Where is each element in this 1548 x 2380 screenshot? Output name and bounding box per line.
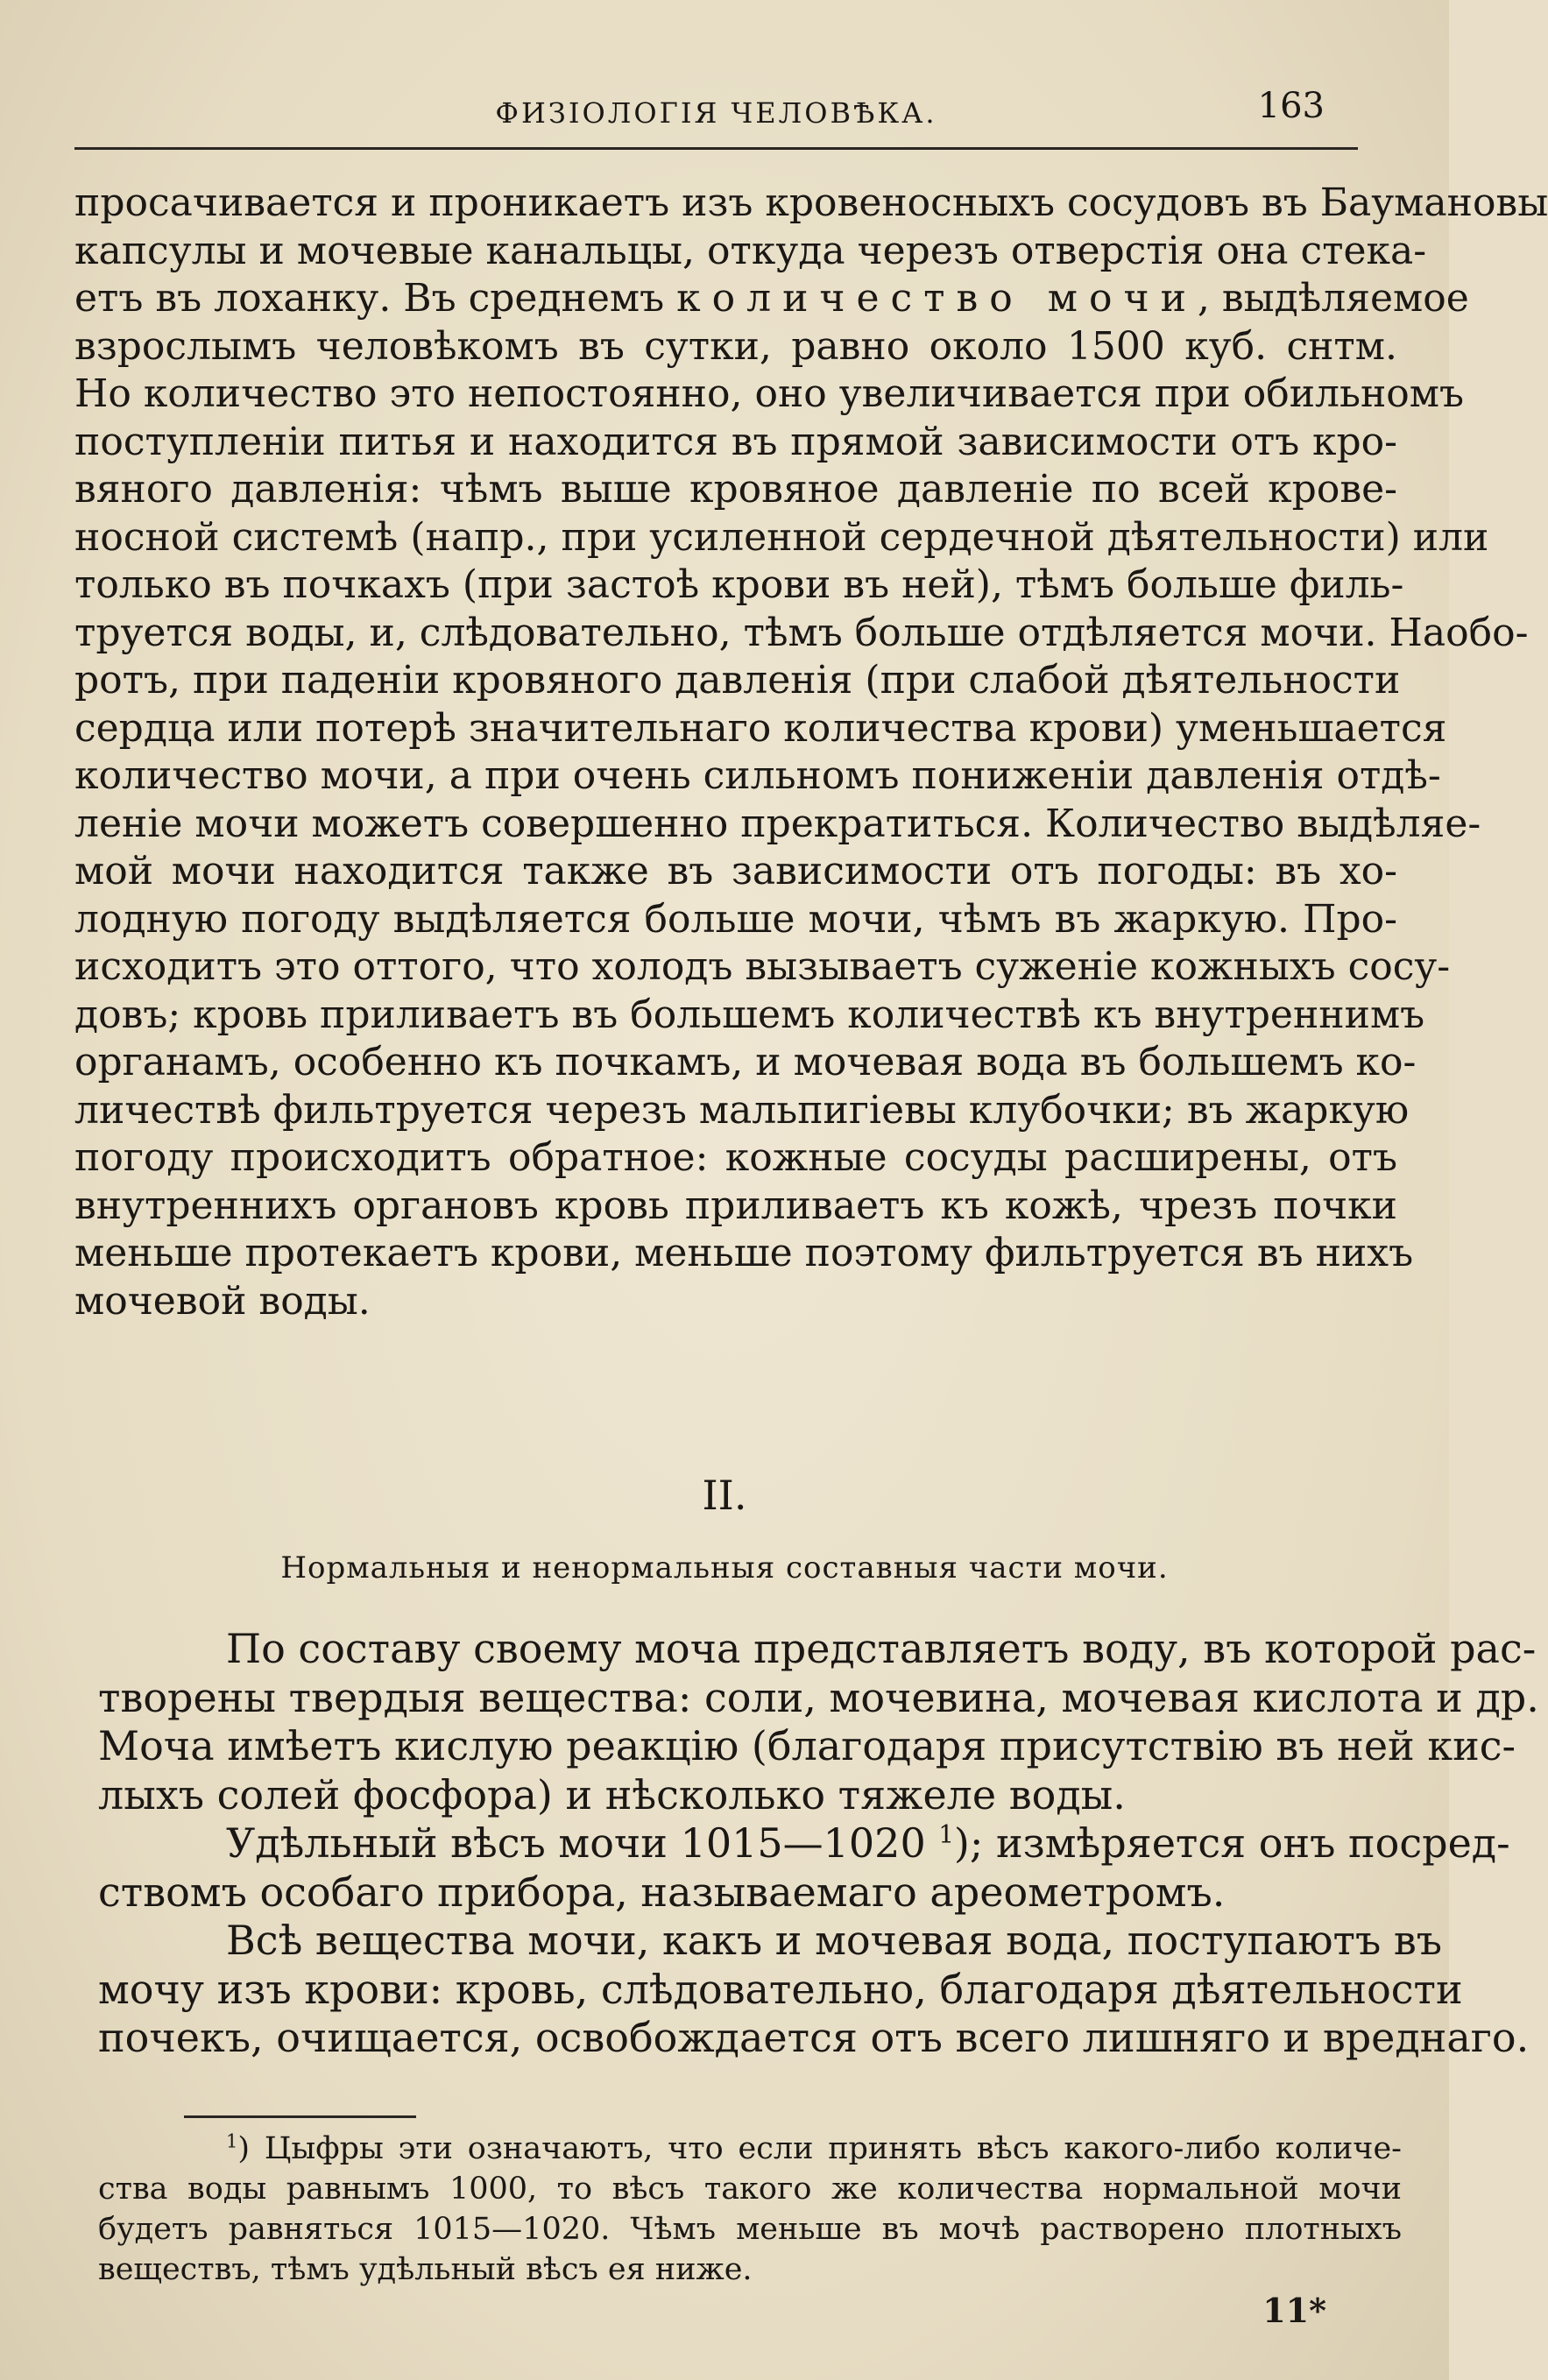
footnote-line	[98, 2129, 1402, 2169]
text-line: вяного давленія: чѣмъ выше кровяное давленіе по всей крове-	[74, 467, 1397, 512]
text-line: количество мочи, а при очень сильномъ пониженіи давленія отдѣ-	[74, 753, 1441, 798]
text-line: лодную погоду выдѣляется больше мочи, чѣмъ въ жаркую. Про-	[74, 896, 1397, 942]
text-line: поступленіи питья и находится въ прямой зависимости отъ кро-	[74, 419, 1397, 464]
text-fragment: , выдѣляемое	[1197, 276, 1469, 321]
text-line: По составу своему моча представляетъ воду, въ которой рас-	[226, 1625, 1537, 1672]
text-line: Но количество это непостоянно, оно увеличивается при обильномъ	[74, 371, 1464, 416]
footnote-reference[interactable]: 1	[938, 1819, 954, 1849]
emphasized-term: количество мочи	[676, 276, 1198, 321]
text-line: леніе мочи можетъ совершенно прекратиться. Количество выдѣляе-	[74, 801, 1481, 846]
paragraph-continuation	[74, 180, 1548, 1325]
text-line: сердца или потерѣ значительнаго количества крови) уменьшается	[74, 705, 1447, 751]
text-line: лыхъ солей фосфора) и нѣсколько тяжеле воды.	[98, 1770, 1126, 1819]
text-line: ротъ, при паденіи кровяного давленія (при слабой дѣятельности	[74, 658, 1401, 703]
running-header	[74, 70, 1358, 150]
text-line: исходитъ это оттого, что холодъ вызываетъ суженіе кожныхъ сосу-	[74, 944, 1451, 989]
text-line: мочу изъ крови: кровь, слѣдовательно, благодаря дѣятельности	[98, 1965, 1463, 2013]
text-line: внутреннихъ органовъ кровь приливаетъ къ кожѣ, чрезъ почки	[74, 1183, 1397, 1228]
section-number: II.	[702, 1472, 747, 1519]
text-line: капсулы и мочевые канальцы, откуда черезъ отверстія она стека-	[74, 228, 1427, 273]
text-line: меньше протекаетъ крови, меньше поэтому фильтруется въ нихъ	[74, 1231, 1414, 1275]
text-line: Моча имѣетъ кислую реакцію (благодаря присутствію въ ней кис-	[98, 1722, 1516, 1769]
text-line: погоду происходитъ обратное: кожные сосуды расширены, отъ	[74, 1135, 1397, 1180]
text-line: почекъ, очищается, освобождается отъ всего лишняго и вреднаго.	[98, 2014, 1530, 2061]
running-title: ФИЗІОЛОГІЯ ЧЕЛОВѢКА.	[495, 96, 937, 130]
footnote-divider	[184, 2115, 416, 2118]
text-line: только въ почкахъ (при застоѣ крови въ ней), тѣмъ больше филь-	[74, 562, 1404, 607]
page-number: 163	[1257, 86, 1325, 126]
text-line: органамъ, особенно къ почкамъ, и мочевая вода въ большемъ ко-	[74, 1040, 1417, 1084]
section-body	[98, 1625, 1539, 2063]
text-fragment: ); измѣряется онъ посред-	[953, 1819, 1510, 1867]
section-heading: Нормальныя и ненормальныя составныя части мочи.	[280, 1550, 1169, 1585]
text-line: носной системѣ (напр., при усиленной сердечной дѣятельности) или	[74, 514, 1489, 560]
text-line: творены твердыя вещества: соли, мочевина, мочевая кислота и др.	[98, 1673, 1539, 1721]
text-line	[98, 1819, 1510, 1868]
text-line: мой мочи находится также въ зависимости отъ погоды: въ хо-	[74, 849, 1397, 893]
text-line: ствомъ особаго прибора, называемаго ареометромъ.	[98, 1868, 1226, 1916]
text-fragment: ) Цыфры эти означаютъ, что если принять вѣсъ какого-либо количе-	[237, 2131, 1402, 2166]
footnote-line: веществъ, тѣмъ удѣльный вѣсъ ея ниже.	[98, 2252, 753, 2287]
signature-mark: 11*	[1262, 2291, 1326, 2330]
footnote-marker: 1	[226, 2130, 238, 2152]
text-line: взрослымъ человѣкомъ въ сутки, равно около 1500 куб. снтм.	[74, 323, 1397, 369]
text-line: довъ; кровь приливаетъ въ большемъ количествѣ къ внутреннимъ	[74, 992, 1425, 1037]
text-line: Всѣ вещества мочи, какъ и мочевая вода, поступаютъ въ	[226, 1917, 1442, 1964]
text-line: мочевой воды.	[74, 1278, 371, 1324]
text-fragment: етъ въ лоханку. Въ среднемъ	[74, 276, 665, 321]
footnote-line: ства воды равнымъ 1000, то вѣсъ такого же количества нормальной мочи	[98, 2172, 1402, 2207]
text-line: личествѣ фильтруется черезъ мальпигіевы клубочки; въ жаркую	[74, 1087, 1410, 1133]
footnote	[98, 2129, 1402, 2290]
footnote-line: будетъ равняться 1015—1020. Чѣмъ меньше въ мочѣ растворено плотныхъ	[98, 2212, 1402, 2247]
text-fragment: Удѣльный вѣсъ мочи 1015—1020	[226, 1819, 939, 1867]
text-line: просачивается и проникаетъ изъ кровеносныхъ сосудовъ въ Баумановы	[74, 180, 1548, 225]
text-line	[74, 275, 1469, 323]
text-line: труется воды, и, слѣдовательно, тѣмъ больше отдѣляется мочи. Наобо-	[74, 610, 1529, 655]
